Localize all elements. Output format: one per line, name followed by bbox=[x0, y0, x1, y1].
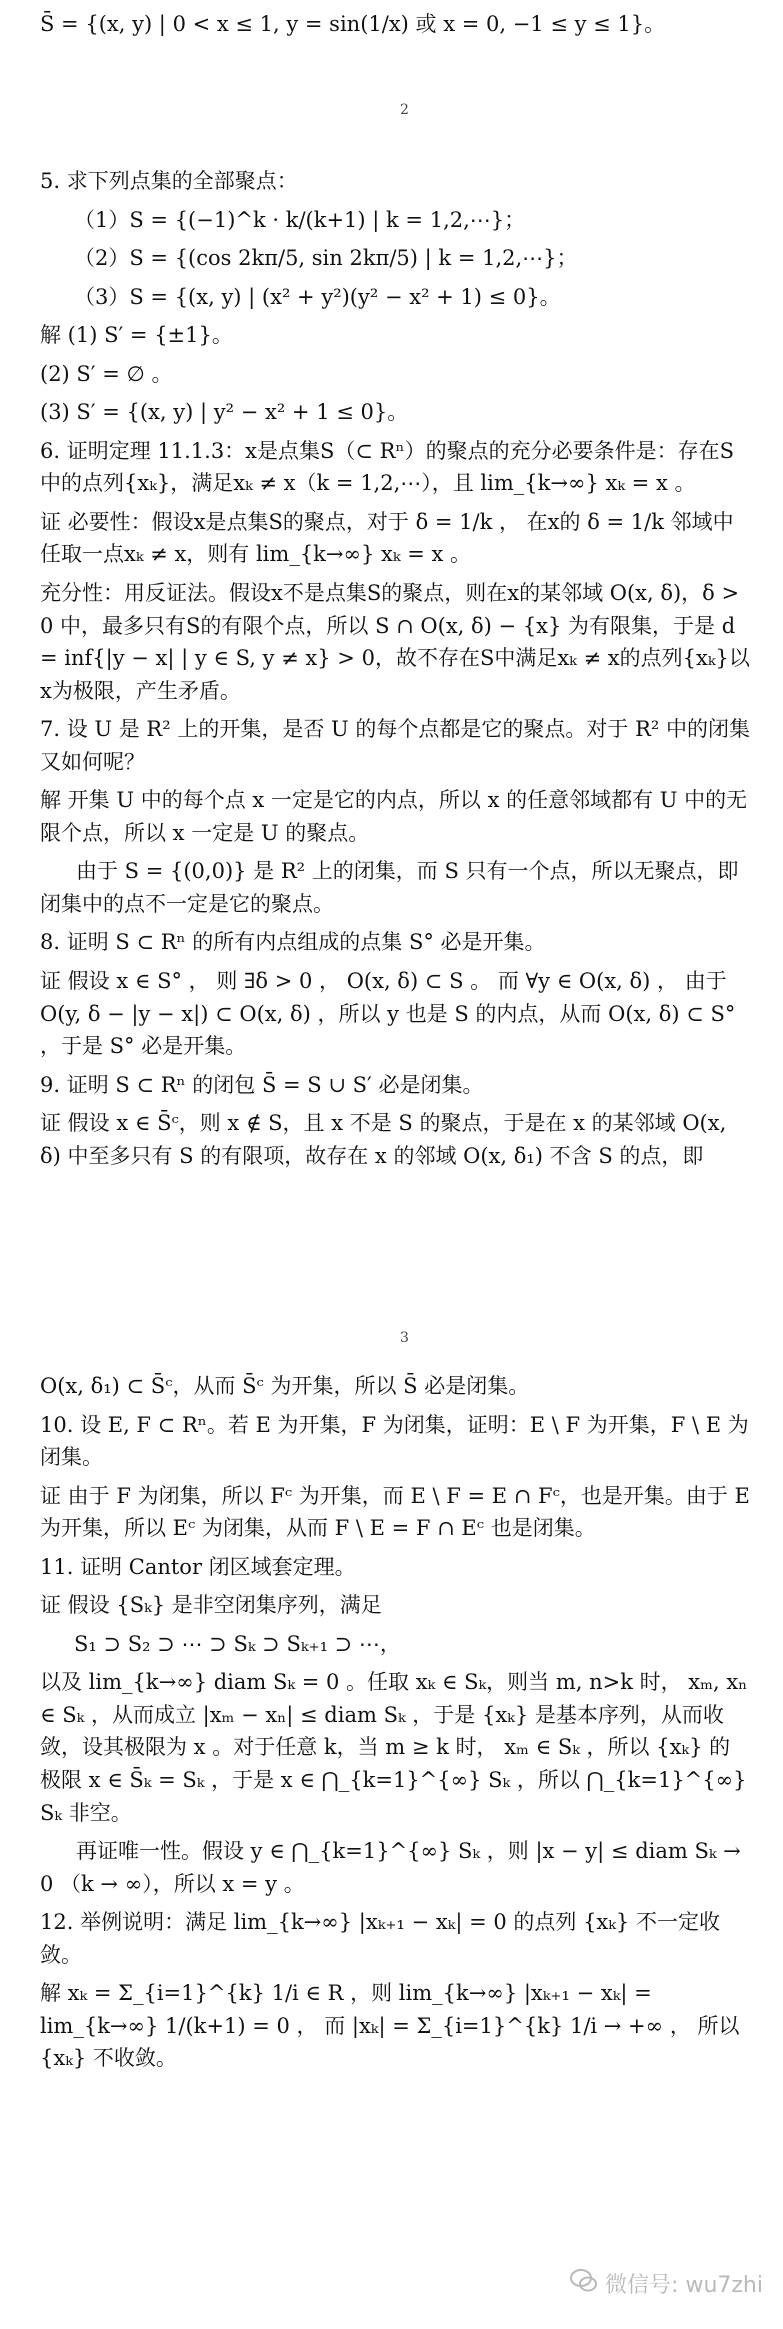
question-5-part-1: （1）S = {(−1)^k · k/(k+1) | k = 1,2,⋯}； bbox=[74, 207, 526, 232]
answer-8: 证 假设 x ∈ S° ， 则 ∃δ > 0 ， O(x, δ) ⊂ S 。 而 ∀y ∈ O(x, δ) ， 由于 O(y, δ − |y − x|) ⊂ O(x, δ) ，所以 y 也是 S 的内点，从而 O(x, δ) ⊂ S° ，于是 S° 必是开集。 bbox=[40, 969, 736, 1059]
question-5-part-2: （2）S = {(cos 2kπ/5, sin 2kπ/5) | k = 1,2,⋯}； bbox=[74, 246, 578, 271]
answer-11-uniqueness: 再证唯一性。假设 y ∈ ⋂_{k=1}^{∞} Sₖ ，则 |x − y| ≤ diam Sₖ → 0 （k → ∞），所以 x = y 。 bbox=[40, 1839, 741, 1896]
answer-12: 解 xₖ = Σ_{i=1}^{k} 1/i ∈ R ，则 lim_{k→∞} |xₖ₊₁ − xₖ| = lim_{k→∞} 1/(k+1) = 0 ， 而 |xₖ| = Σ_{i=1}^{k} 1/i → +∞ ， 所以 {xₖ} 不收敛。 bbox=[40, 1981, 740, 2071]
answer-5-part-2: (2) S′ = ∅ 。 bbox=[40, 361, 173, 386]
question-10: 10. 设 E, F ⊂ Rⁿ。若 E 为开集，F 为闭集，证明：E \ F 为开集，F \ E 为闭集。 bbox=[40, 1412, 749, 1470]
question-12: 12. 举例说明：满足 lim_{k→∞} |xₖ₊₁ − xₖ| = 0 的点列 {xₖ} 不一定收敛。 bbox=[40, 1910, 720, 1967]
answer-9-end: O(x, δ₁) ⊂ S̄ᶜ，从而 S̄ᶜ 为开集，所以 S̄ 必是闭集。 bbox=[40, 1374, 530, 1398]
page-number: 3 bbox=[400, 1330, 409, 1346]
closure-formula: S̄ = {(x, y) | 0 < x ≤ 1, y = sin(1/x) 或 x = 0, −1 ≤ y ≤ 1}。 bbox=[40, 12, 666, 36]
answer-11-existence: 以及 lim_{k→∞} diam Sₖ = 0 。任取 xₖ ∈ Sₖ，则当 m, n>k 时， xₘ, xₙ ∈ Sₖ ，从而成立 |xₘ − xₙ| ≤ diam Sₖ ，于是 {xₖ} 是基本序列，从而收敛，设其极限为 x 。对于任意 k，当 m ≥ k 时， xₘ ∈ Sₖ ，所以 {xₖ} 的极限 x ∈ S̄ₖ = Sₖ ，于是 x ∈ ⋂_{k=1}^{∞} Sₖ ，所以 ⋂_{k=1}^{∞} Sₖ 非空。 bbox=[40, 1670, 748, 1825]
answer-5-part-3: (3) S′ = {(x, y) | y² − x² + 1 ≤ 0}。 bbox=[40, 400, 409, 425]
answer-11-intro: 证 假设 {Sₖ} 是非空闭集序列，满足 bbox=[40, 1593, 382, 1618]
question-5-part-3: （3）S = {(x, y) | (x² + y²)(y² − x² + 1) ≤ 0}。 bbox=[74, 284, 561, 309]
answer-6-sufficiency: 充分性：用反证法。假设x不是点集S的聚点，则在x的某邻域 O(x, δ)，δ > 0 中，最多只有S的有限个点，所以 S ∩ O(x, δ) − {x} 为有限集，于是 d = inf{|y − x| | y ∈ S, y ≠ x} > 0，故不存在S中满足xₖ ≠ x的点列{xₖ}以x为极限，产生矛盾。 bbox=[40, 581, 750, 703]
wechat-icon bbox=[569, 2266, 599, 2307]
watermark bbox=[569, 2266, 763, 2307]
page-3 bbox=[40, 1370, 750, 2081]
question-6: 6. 证明定理 11.1.3：x是点集S（⊂ Rⁿ）的聚点的充分必要条件是：存在S中的点列{xₖ}，满足xₖ ≠ x（k = 1,2,⋯），且 lim_{k→∞} xₖ = x 。 bbox=[40, 438, 734, 496]
answer-10: 证 由于 F 为闭集，所以 Fᶜ 为开集，而 E \ F = E ∩ Fᶜ，也是开集。由于 E 为开集，所以 Eᶜ 为闭集，从而 F \ E = F ∩ Eᶜ 也是闭集。 bbox=[40, 1483, 750, 1541]
answer-7-open-set: 解 开集 U 中的每个点 x 一定是它的内点，所以 x 的任意邻域都有 U 中的无限个点，所以 x 一定是 U 的聚点。 bbox=[40, 788, 748, 845]
question-11: 11. 证明 Cantor 闭区域套定理。 bbox=[40, 1554, 356, 1579]
question-8: 8. 证明 S ⊂ Rⁿ 的所有内点组成的点集 S° 必是开集。 bbox=[40, 930, 546, 955]
watermark-text: 微信号: wu7zhi bbox=[605, 2273, 763, 2299]
question-5: 5. 求下列点集的全部聚点： bbox=[40, 169, 298, 193]
question-9: 9. 证明 S ⊂ Rⁿ 的闭包 S̄ = S ∪ S′ 必是闭集。 bbox=[40, 1072, 484, 1097]
page-1 bbox=[40, 8, 750, 47]
answer-7-closed-set: 由于 S = {(0,0)} 是 R² 上的闭集，而 S 只有一个点，所以无聚点，即闭集中的点不一定是它的聚点。 bbox=[40, 859, 739, 916]
answer-11-nested-sets: S₁ ⊃ S₂ ⊃ ⋯ ⊃ Sₖ ⊃ Sₖ₊₁ ⊃ ⋯， bbox=[74, 1631, 401, 1656]
page-2 bbox=[40, 165, 750, 1178]
answer-5-part-1: 解 (1) S′ = {±1}。 bbox=[40, 323, 233, 348]
answer-9: 证 假设 x ∈ S̄ᶜ，则 x ∉ S，且 x 不是 S 的聚点，于是在 x 的某邻域 O(x, δ) 中至多只有 S 的有限项，故存在 x 的邻域 O(x, δ₁) 不含 S 的点，即 bbox=[40, 1111, 727, 1168]
answer-6-necessity: 证 必要性：假设x是点集S的聚点，对于 δ = 1/k ， 在x的 δ = 1/k 邻域中任取一点xₖ ≠ x，则有 lim_{k→∞} xₖ = x 。 bbox=[40, 509, 734, 567]
question-7: 7. 设 U 是 R² 上的开集，是否 U 的每个点都是它的聚点。对于 R² 中的闭集又如何呢？ bbox=[40, 717, 750, 774]
page-number: 2 bbox=[400, 102, 409, 118]
